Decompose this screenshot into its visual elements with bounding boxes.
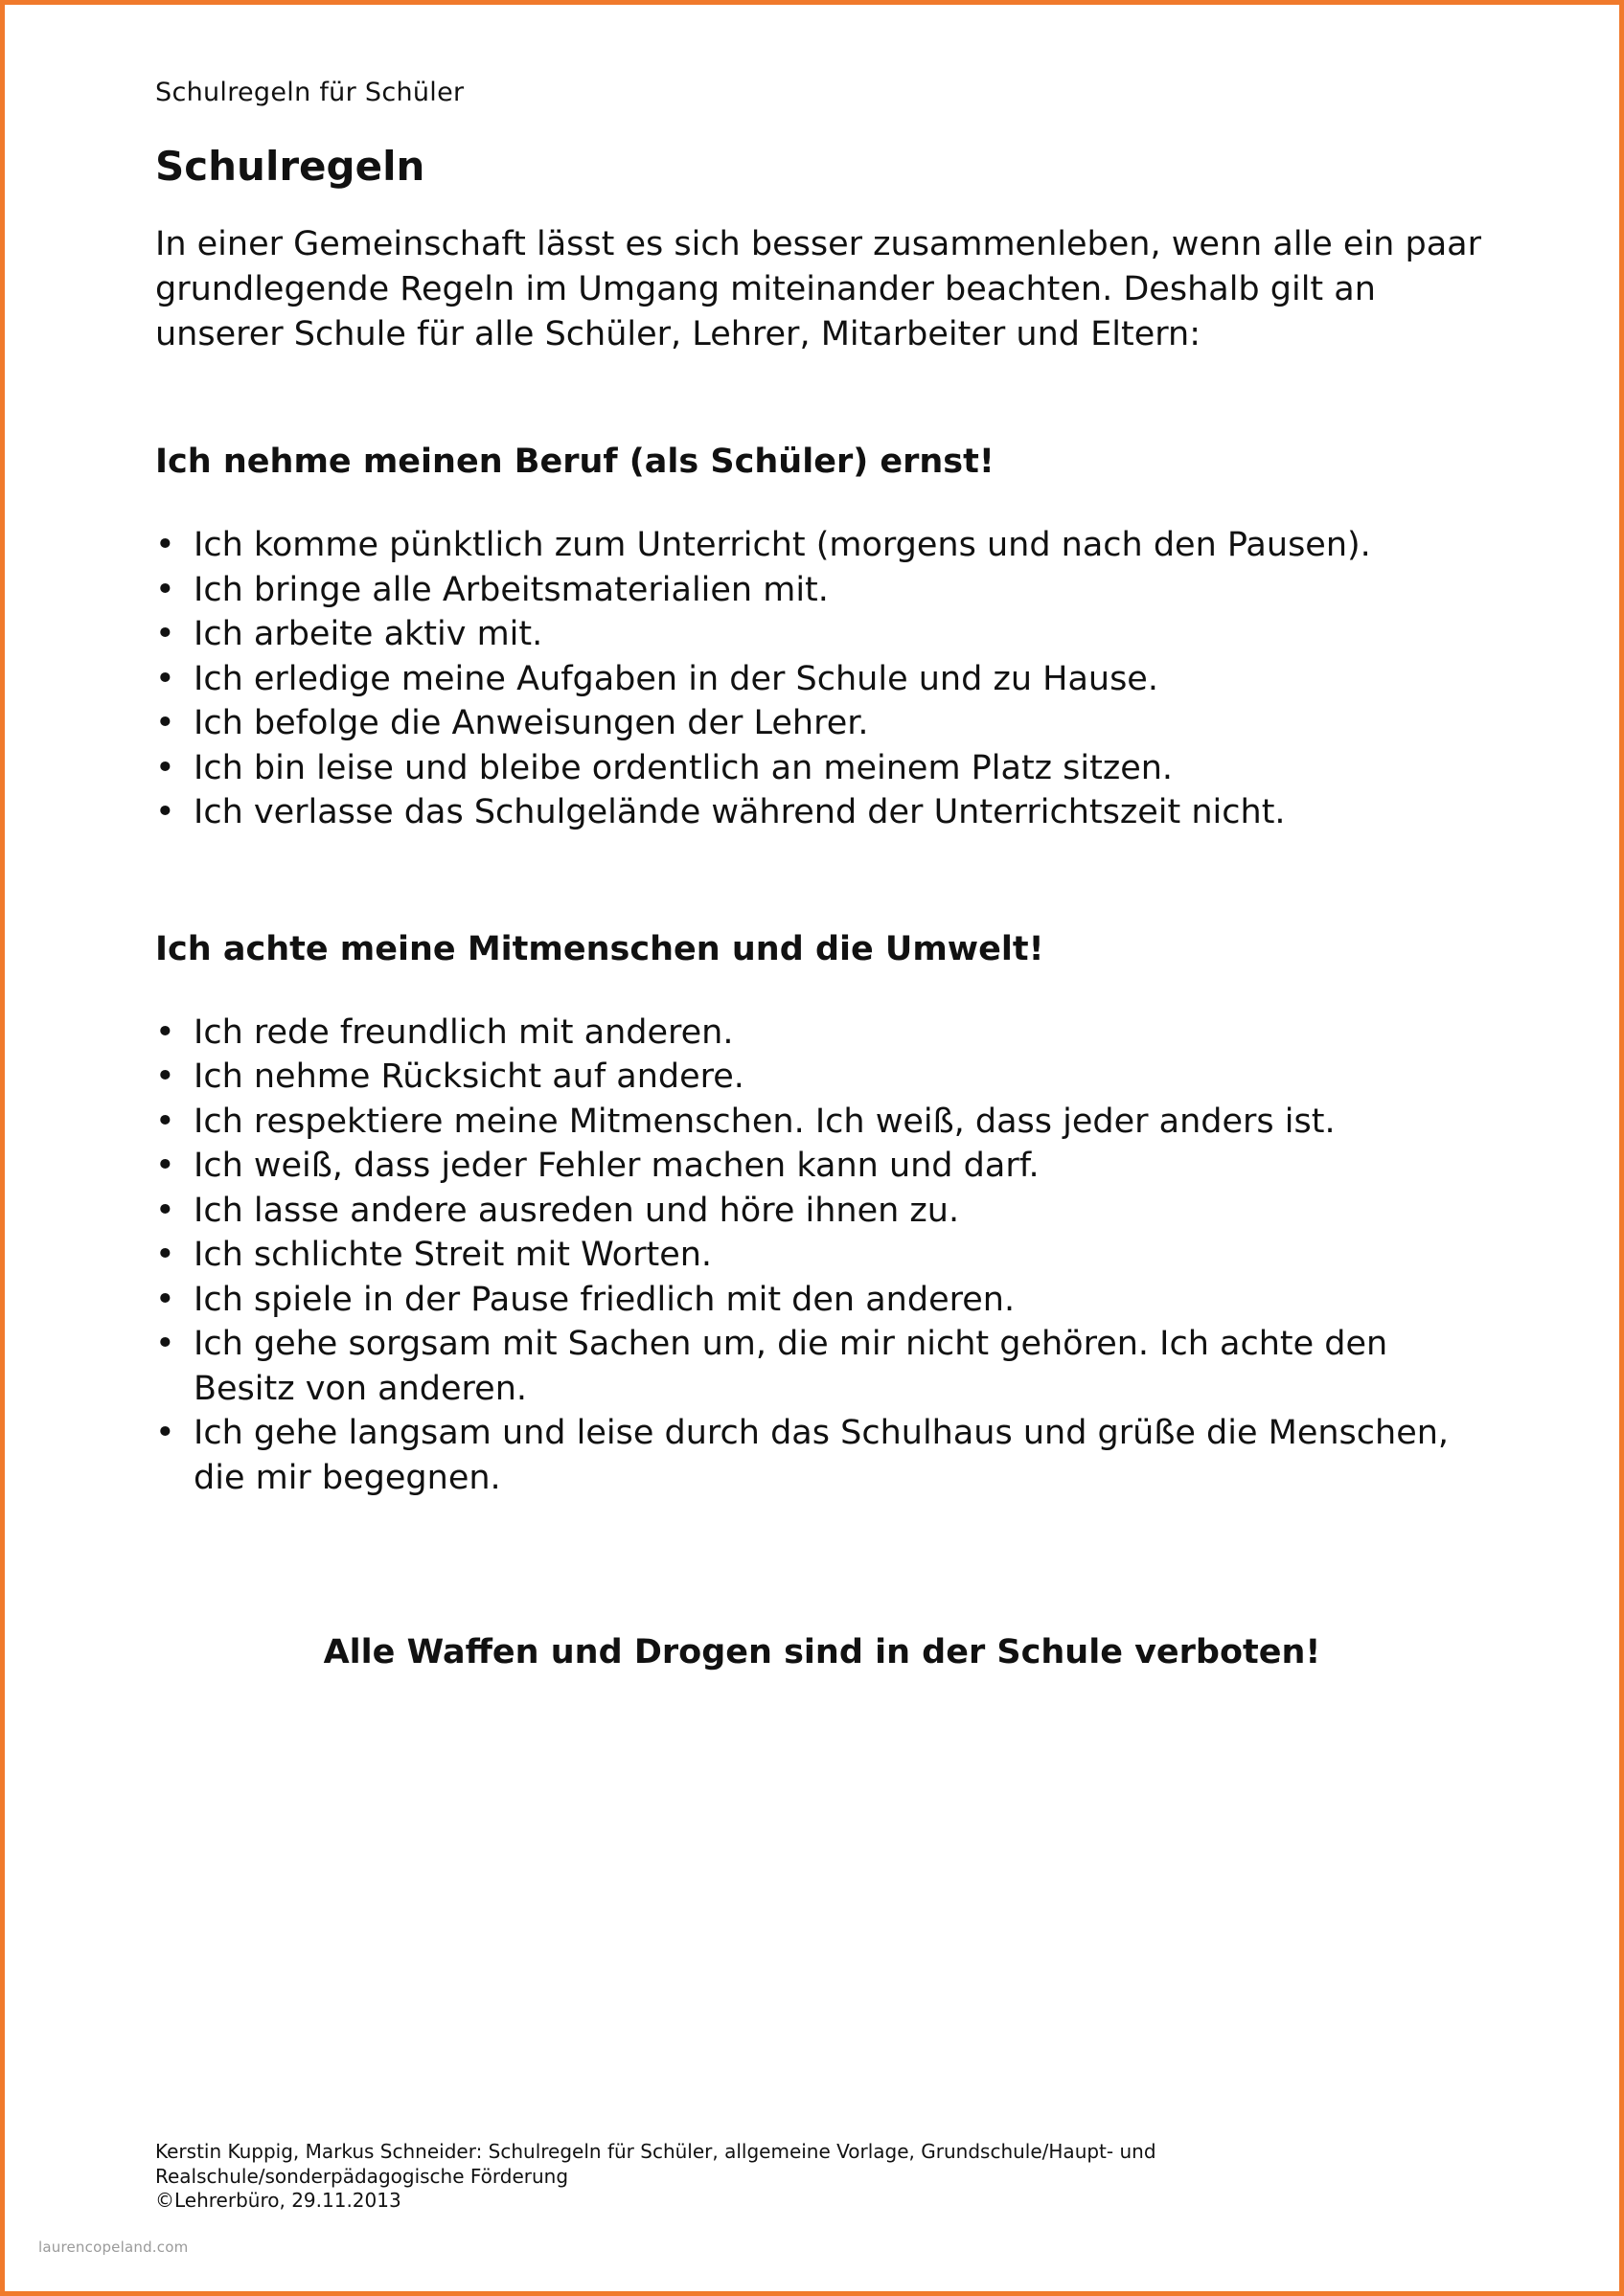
list-item [155,701,1497,746]
page-header: Schulregeln für Schüler [155,78,465,107]
list-item-text: Ich gehe langsam und leise durch das Schulhaus und grüße die Menschen, die mir begegnen. [194,1414,1450,1497]
list-item [155,1278,1497,1323]
bullet-icon: • [155,526,175,564]
bullet-icon: • [155,1325,175,1363]
list-item-text: Ich respektiere meine Mitmenschen. Ich weiß, dass jeder anders ist. [194,1102,1336,1141]
list-item-text: Ich gehe sorgsam mit Sachen um, die mir nicht gehören. Ich achte den Besitz von anderen. [194,1325,1388,1408]
page-title: Schulregeln [155,143,425,190]
watermark: laurencopeland.com [38,2239,189,2256]
list-item [155,657,1497,702]
bullet-icon: • [155,615,175,653]
section-heading-respect: Ich achte meine Mitmenschen und die Umwelt! [155,929,1044,968]
bullet-icon: • [155,1057,175,1096]
bullet-icon: • [155,659,175,698]
rule-list-profession [155,523,1497,835]
list-item [155,1100,1497,1145]
list-item [155,1189,1497,1234]
bullet-icon: • [155,1102,175,1141]
list-item [155,1411,1497,1500]
bullet-icon: • [155,748,175,787]
list-item [155,568,1497,613]
list-item-text: Ich bringe alle Arbeitsmaterialien mit. [194,570,829,609]
list-item [155,523,1497,568]
intro-paragraph: In einer Gemeinschaft lässt es sich besser zusammenleben, wenn alle ein paar grundlegende Regeln im Umgang miteinander beachten. Deshalb gilt an unserer Schule für alle Schüler, Lehrer, Mitarbeiter und Eltern: [155,225,1481,353]
bullet-icon: • [155,704,175,742]
list-item-text: Ich nehme Rücksicht auf andere. [194,1057,744,1096]
list-item [155,1322,1497,1411]
list-item [155,1233,1497,1278]
list-item-text: Ich bin leise und bleibe ordentlich an meinem Platz sitzen. [194,748,1174,787]
list-item [155,612,1497,657]
bullet-icon: • [155,1012,175,1052]
section-heading-profession: Ich nehme meinen Beruf (als Schüler) ernst! [155,443,995,481]
list-item [155,1144,1497,1189]
list-item-text: Ich spiele in der Pause friedlich mit den anderen. [194,1280,1016,1319]
list-item [155,1011,1497,1056]
list-item-text: Ich lasse andere ausreden und höre ihnen zu. [194,1191,960,1230]
closing-statement: Alle Waffen und Drogen sind in der Schule verboten! [323,1633,1321,1671]
list-item [155,790,1497,835]
rule-list-respect [155,1011,1497,1501]
document-body [155,75,1497,1675]
bullet-icon: • [155,1236,175,1274]
list-item [155,746,1497,791]
list-item-text: Ich rede freundlich mit anderen. [194,1012,734,1052]
footer-line-authors: Kerstin Kuppig, Markus Schneider: Schulregeln für Schüler, allgemeine Vorlage, Grundschule/Haupt- und Realschule/sonderpädagogische Förderung [155,2140,1156,2188]
bullet-icon: • [155,1280,175,1319]
list-item-text: Ich arbeite aktiv mit. [194,615,543,653]
list-item-text: Ich verlasse das Schulgelände während der Unterrichtszeit nicht. [194,793,1286,831]
bullet-icon: • [155,1147,175,1185]
bullet-icon: • [155,1191,175,1230]
list-item-text: Ich komme pünktlich zum Unterricht (morgens und nach den Pausen). [194,526,1371,564]
list-item [155,1055,1497,1100]
list-item-text: Ich schlichte Streit mit Worten. [194,1236,713,1274]
list-item-text: Ich befolge die Anweisungen der Lehrer. [194,704,869,742]
bullet-icon: • [155,570,175,609]
bullet-icon: • [155,1414,175,1452]
footer-citation [155,2140,1228,2214]
bullet-icon: • [155,793,175,831]
list-item-text: Ich weiß, dass jeder Fehler machen kann und darf. [194,1147,1040,1185]
list-item-text: Ich erledige meine Aufgaben in der Schule und zu Hause. [194,659,1158,698]
footer-line-copyright: ©Lehrerbüro, 29.11.2013 [155,2189,401,2212]
